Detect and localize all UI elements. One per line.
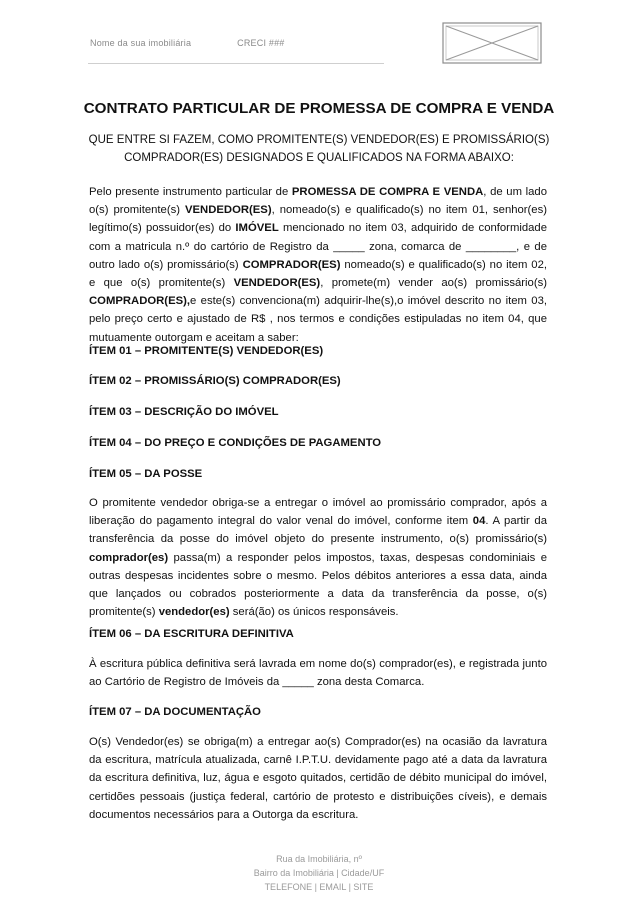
item-01-heading: ÍTEM 01 – PROMITENTE(S) VENDEDOR(ES) [89,345,324,357]
item-06-heading: ÍTEM 06 – DA ESCRITURA DEFINITIVA [89,628,294,640]
posse-paragraph: O promitente vendedor obriga-se a entregar o imóvel ao promissário comprador, após a liberação do pagamento integral do valor venal do imóvel, conforme item 04. A partir da transferência da posse do imóvel objeto do presente instrumento, o(s) promissário(s) comprador(es) passa(m) a responder pelos impostos, taxas, despesas condominiais e outras despesas incidentes sobre o mesmo. Pelos débitos anteriores a essa data, ainda que lançados ou cobrados posteriormente a data da transferência da posse, o(s) promitente(s) vendedor(es) será(ão) os únicos responsáveis. [89,497,547,619]
document-subtitle: QUE ENTRE SI FAZEM, COMO PROMITENTE(S) VENDEDOR(ES) E PROMISSÁRIO(S) COMPRADOR(ES) DESIGNADOS E QUALIFICADOS NA FORMA ABAIXO: [88,134,550,164]
item-02-heading: ÍTEM 02 – PROMISSÁRIO(S) COMPRADOR(ES) [89,375,341,387]
intro-paragraph: Pelo presente instrumento particular de PROMESSA DE COMPRA E VENDA, de um lado o(s) promitente(s) VENDEDOR(ES), nomeado(s) e qualificado(s) no item 01, senhor(es) legítimo(s) possuidor(es) do IMÓVEL mencionado no item 03, adquirido de conformidade com a matricula n.º do cartório de Registro da _____ zona, comarca de ________, e de outro lado o(s) promissário(s) COMPRADOR(ES) nomeado(s) e qualificado(s) no item 02, e que o(s) promitente(s) VENDEDOR(ES), promete(m) vender ao(s) promissário(s) COMPRADOR(ES),e este(s) convenciona(m) adquirir-lhe(s),o imóvel descrito no item 03, pelo preço certo e ajustado de R$ , nos termos e condições estipuladas no item 04, que mutuamente outorgam e aceitam a saber: [89,186,548,344]
item-03-heading: ÍTEM 03 – DESCRIÇÃO DO IMÓVEL [89,406,279,418]
page-footer [200,852,438,894]
item-05-heading: ÍTEM 05 – DA POSSE [89,468,203,480]
footer-neighborhood: Bairro da Imobiliária | Cidade/UF [253,868,385,878]
footer-contacts: TELEFONE | EMAIL | SITE [264,882,374,892]
documentacao-paragraph: O(s) Vendedor(es) se obriga(m) a entregar ao(s) Comprador(es) na ocasião da lavratura da escritura, matrícula atualizada, carnê I.P.T.U. devidamente pago até a data da lavratura da escritura definitiva, luz, água e esgoto quitados, certidão de débito municipal do imóvel, certidões pessoais (justiça federal, cartório de protesto e distribuições cíveis), e demais documentos necessários para a Outorga da escritura. [89,736,547,821]
item-07-heading: ÍTEM 07 – DA DOCUMENTAÇÃO [89,706,261,718]
escritura-paragraph: À escritura pública definitiva será lavrada em nome do(s) comprador(es), e registrada junto ao Cartório de Registro de Imóveis da _____ zona desta Comarca. [89,658,547,689]
page-header [90,38,284,48]
logo-placeholder [442,22,542,64]
document-title: CONTRATO PARTICULAR DE PROMESSA DE COMPRA E VENDA [83,100,555,117]
agency-name: Nome da sua imobiliária [90,38,192,48]
creci-number: CRECI ### [237,38,285,48]
header-divider [88,63,384,64]
item-04-heading: ÍTEM 04 – DO PREÇO E CONDIÇÕES DE PAGAMENTO [89,437,382,449]
footer-address: Rua da Imobiliária, nº [276,854,362,864]
